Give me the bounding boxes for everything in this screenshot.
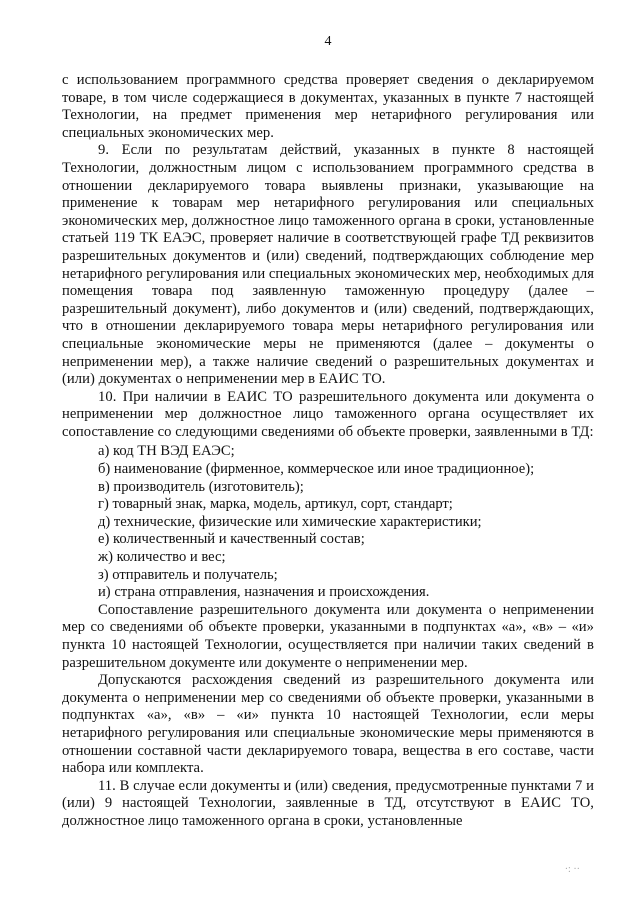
list-item: в) производитель (изготовитель); <box>98 478 304 495</box>
list-item: е) количественный и качественный состав; <box>98 531 365 548</box>
paragraph-continuation: с использованием программного средства проверяет сведения о декларируемом товаре, в том числе содержащиеся в документах, указанных в пункте 7 настоящей Технологии, на предмет применения мер нетарифного регулирования или специальных экономических мер. <box>62 72 594 141</box>
list-item: б) наименование (фирменное, коммерческое или иное традиционное); <box>98 461 535 478</box>
scan-mark: ·: ·· <box>564 864 580 875</box>
paragraph-discrepancies: Допускаются расхождения сведений из разрешительного документа или документа о неприменении мер со сведениями об объекте проверки, указанными в подпунктах «а», «в» – «и» пункта 10 настоящей Технологии, если меры нетарифного регулирования или специальные экономические меры применяются в отношении составной части декларируемого товара, вещества в его составе, части набора или комплекта. <box>62 672 594 777</box>
paragraph-10: 10. При наличии в ЕАИС ТО разрешительного документа или документа о неприменении мер должностное лицо таможенного органа осуществляет их сопоставление со следующими сведениями об объекте проверки, заявленными в ТД: <box>62 388 594 440</box>
paragraph-comparison: Сопоставление разрешительного документа или документа о неприменении мер со сведениями об объекте проверки, указанными в подпунктах «а», «в» – «и» пункта 10 настоящей Технологии, осуществляется при наличии таких сведений в разрешительном документе или документе о неприменении мер. <box>62 601 594 671</box>
list-item: з) отправитель и получатель; <box>98 566 278 583</box>
list-item: и) страна отправления, назначения и происхождения. <box>98 584 430 601</box>
page-number: 4 <box>324 34 332 49</box>
paragraph-9: 9. Если по результатам действий, указанных в пункте 8 настоящей Технологии, должностным лицом с использованием программного средства в отношении декларируемого товара выявлены признаки, указывающие на применение к товарам мер нетарифного регулирования или специальных экономических мер, должностное лицо таможенного органа в сроки, установленные статьей 119 ТК ЕАЭС, проверяет наличие в соответствующей графе ТД реквизитов разрешительных документов и (или) сведений, подтверждающих соблюдение мер нетарифного регулирования или специальных экономических мер, необходимых для помещения товара под заявленную таможенную процедуру (далее – разрешительный документ), либо документов и (или) сведений, подтверждающих, что в отношении декларируемого товара меры нетарифного регулирования или специальные экономические меры не применяются (далее – документы о неприменении мер), а также наличие сведений о разрешительных документах и (или) документах о неприменении мер в ЕАИС ТО. <box>62 142 594 388</box>
paragraph-11: 11. В случае если документы и (или) сведения, предусмотренные пунктами 7 и (или) 9 настоящей Технологии, заявленные в ТД, отсутствуют в ЕАИС ТО, должностное лицо таможенного органа в сроки, установленные <box>62 777 594 829</box>
list-item: д) технические, физические или химические характеристики; <box>98 513 482 530</box>
list-item: ж) количество и вес; <box>98 549 226 566</box>
list-item: г) товарный знак, марка, модель, артикул, сорт, стандарт; <box>98 496 453 513</box>
comparison-list <box>62 443 594 601</box>
list-item: а) код ТН ВЭД ЕАЭС; <box>98 443 235 460</box>
